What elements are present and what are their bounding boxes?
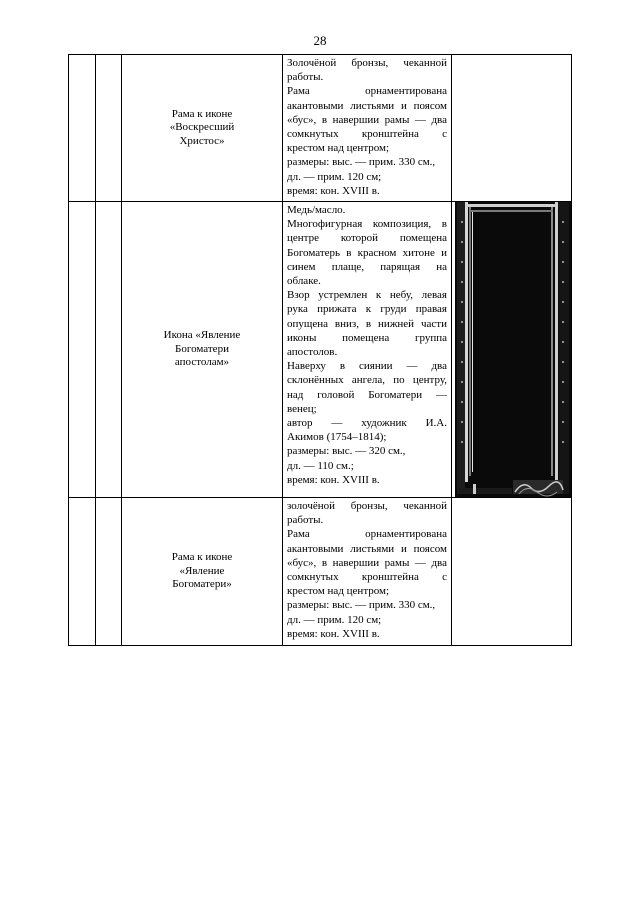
subnumber-cell [96, 55, 122, 202]
description-line: Акимов (1754–1814); [287, 431, 387, 444]
description-line: золочёной бронзы, чеканной [287, 500, 447, 512]
description-line: размеры: выс. — 320 см., [287, 445, 406, 458]
description-line: над головой Богоматери — [287, 388, 447, 401]
description-line: рука прижата к груди правая [287, 303, 447, 316]
description-line: Взор устремлен к небу, левая [287, 289, 447, 302]
description-line: автор — художник И.А. [287, 417, 447, 430]
description-line: крестом над центром; [287, 585, 390, 598]
image-cell [452, 498, 572, 646]
description-line: склонённых ангела, по центру, [287, 374, 447, 387]
description-line: работы. [287, 71, 324, 84]
description-line: время: кон. XVIII в. [287, 184, 380, 197]
item-name-cell [122, 498, 283, 646]
item-name-line: апостолам» [174, 356, 230, 369]
table-row [69, 202, 572, 498]
description-line: сомкнутых кронштейна с [287, 128, 447, 141]
description-line: облаке. [287, 275, 321, 288]
description-line: иконы помещена группа [287, 331, 447, 344]
image-cell [452, 202, 572, 498]
page-number: 28 [313, 33, 327, 48]
description-line: дл. — прим. 120 см; [287, 170, 382, 183]
description-line: время: кон. XVIII в. [287, 473, 380, 486]
item-name-line: Рама к иконе [171, 551, 233, 564]
description-line: венец; [287, 402, 317, 415]
description-line: синем плаще, парящая на [287, 260, 447, 273]
number-cell [69, 498, 96, 646]
number-cell [69, 202, 96, 498]
item-name-line: Христос» [179, 134, 225, 147]
subnumber-cell [96, 498, 122, 646]
item-name-line: Рама к иконе [171, 107, 233, 120]
item-name-line: Икона «Явление [163, 329, 241, 342]
description-line: центре которой помещена [287, 232, 447, 245]
description-line: опущена вниз, в нижней части [287, 317, 447, 330]
item-name-cell [122, 202, 283, 498]
description-line: Наверху в сиянии — два [287, 360, 447, 373]
description-line: «бус», в навершии рамы — два [287, 556, 447, 569]
description-line: дл. — 110 см.; [287, 459, 354, 472]
icon-photo [453, 202, 571, 497]
description-line: сомкнутых кронштейна с [287, 571, 447, 584]
item-name-cell [122, 55, 283, 202]
item-name-line: «Воскресший [169, 121, 235, 134]
description-line: «бус», в навершии рамы — два [287, 113, 447, 126]
item-description-cell [283, 55, 452, 202]
description-line: Многофигурная композиция, в [287, 218, 447, 231]
description-line: крестом над центром; [287, 142, 390, 155]
description-line: акантовыми листьями и поясом [287, 99, 447, 112]
description-line: Рама орнаментирована [287, 85, 447, 98]
item-name-line: Богоматери» [172, 578, 232, 591]
description-line: Рама орнаментирована [287, 528, 447, 541]
item-name-line: «Явление [179, 564, 225, 577]
description-line: Золочёной бронзы, чеканной [287, 57, 447, 69]
description-line: Богоматерь в красном хитоне и [287, 246, 447, 259]
description-line: акантовыми листьями и поясом [287, 542, 447, 555]
description-line: Медь/масло. [287, 204, 346, 216]
description-line: размеры: выс. — прим. 330 см., [287, 599, 436, 612]
description-line: апостолов. [287, 346, 338, 359]
number-cell [69, 55, 96, 202]
description-line: время: кон. XVIII в. [287, 627, 380, 640]
item-name-line: Богоматери [175, 342, 229, 355]
item-description-cell [283, 202, 452, 498]
description-line: размеры: выс. — прим. 330 см., [287, 156, 436, 169]
subnumber-cell [96, 202, 122, 498]
item-description-cell [283, 498, 452, 646]
table-row [69, 55, 572, 202]
description-line: работы. [287, 514, 324, 527]
table-row [69, 498, 572, 646]
registry-table [68, 54, 572, 646]
image-cell [452, 55, 572, 202]
description-line: дл. — прим. 120 см; [287, 613, 382, 626]
